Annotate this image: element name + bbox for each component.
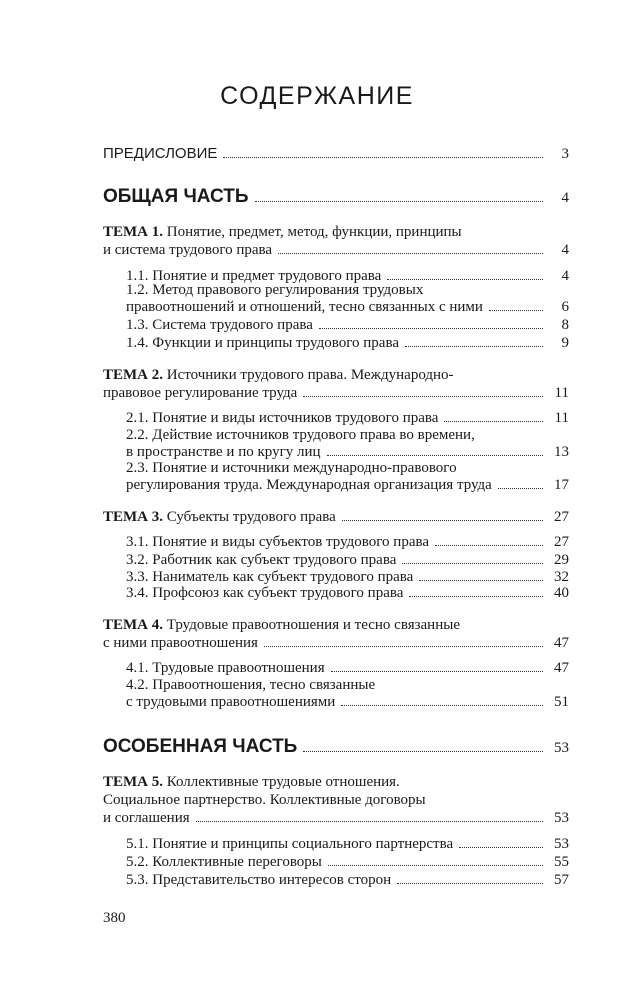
toc-section-special[interactable] — [103, 737, 569, 758]
tema-title-text: Субъекты трудового права — [166, 509, 336, 525]
item-page: 47 — [554, 660, 569, 676]
tema-label: ТЕМА 1. — [103, 224, 163, 240]
leader-dots — [498, 488, 543, 489]
item-label: 3.4. Профсоюз как субъект трудового права — [126, 585, 404, 601]
section-label: ОБЩАЯ ЧАСТЬ — [103, 186, 249, 207]
toc-item-1-2-line[interactable]: 1.2. Метод правового регулирования трудовых — [126, 282, 424, 298]
toc-item-2-2-line[interactable]: 2.2. Действие источников трудового права во времени, — [126, 427, 475, 443]
leader-dots — [319, 328, 543, 329]
section-page: 53 — [554, 740, 569, 756]
item-page: 40 — [554, 585, 569, 601]
toc-entry-preface[interactable] — [103, 144, 569, 164]
leader-dots — [278, 253, 543, 254]
item-page: 9 — [561, 335, 569, 351]
section-label: ОСОБЕННАЯ ЧАСТЬ — [103, 736, 298, 757]
entry-page: 3 — [561, 146, 569, 162]
toc-item-1-4[interactable] — [126, 334, 569, 353]
leader-dots — [328, 865, 543, 866]
item-label: в пространстве и по кругу лиц — [126, 444, 321, 460]
tema-title-line: и соглашения — [103, 810, 190, 826]
leader-dots — [405, 346, 543, 347]
item-page: 11 — [554, 410, 569, 426]
item-page: 4 — [561, 268, 569, 284]
item-label: правоотношений и отношений, тесно связанных с ними — [126, 299, 483, 315]
toc-item-1-3[interactable] — [126, 316, 569, 335]
toc-section-general[interactable] — [103, 187, 569, 208]
tema-label: ТЕМА 3. — [103, 509, 163, 525]
item-page: 13 — [554, 444, 569, 460]
toc-tema-4[interactable] — [103, 634, 569, 653]
entry-page: 47 — [554, 635, 569, 651]
leader-dots — [342, 520, 543, 521]
leader-dots — [255, 201, 543, 202]
leader-dots — [196, 821, 543, 822]
leader-dots — [387, 279, 543, 280]
leader-dots — [303, 751, 543, 752]
item-page: 29 — [554, 552, 569, 568]
item-label: 1.4. Функции и принципы трудового права — [126, 335, 399, 351]
leader-dots — [409, 596, 543, 597]
toc-tema-2-title[interactable] — [103, 366, 454, 385]
toc-tema-1[interactable] — [103, 241, 569, 260]
tema-title-line — [103, 508, 336, 527]
entry-page: 4 — [561, 242, 569, 258]
item-label: 5.1. Понятие и принципы социального партнерства — [126, 836, 454, 852]
page-number: 380 — [103, 910, 126, 926]
toc-item-2-3[interactable] — [126, 476, 569, 495]
item-page: 51 — [554, 694, 569, 710]
toc-item-3-1[interactable] — [126, 533, 569, 552]
tema-title-line: и система трудового права — [103, 242, 273, 258]
toc-tema-3[interactable] — [103, 508, 569, 527]
leader-dots — [459, 847, 543, 848]
toc-item-5-2[interactable] — [126, 853, 569, 872]
leader-dots — [419, 580, 543, 581]
toc-item-1-2[interactable] — [126, 298, 569, 317]
item-page: 53 — [554, 836, 569, 852]
item-page: 6 — [561, 299, 569, 315]
leader-dots — [489, 310, 543, 311]
leader-dots — [402, 563, 543, 564]
section-page: 4 — [561, 190, 569, 206]
page-title: СОДЕРЖАНИЕ — [220, 82, 414, 110]
leader-dots — [341, 705, 543, 706]
toc-tema-5-title[interactable] — [103, 773, 400, 792]
leader-dots — [264, 646, 543, 647]
tema-label: ТЕМА 2. — [103, 367, 163, 383]
leader-dots — [223, 157, 543, 158]
item-label: регулирования труда. Международная организация труда — [126, 477, 492, 493]
entry-page: 27 — [554, 509, 569, 525]
tema-title-line: с ними правоотношения — [103, 635, 258, 651]
leader-dots — [435, 545, 543, 546]
toc-tema-4-title[interactable] — [103, 616, 460, 635]
item-label: 1.1. Понятие и предмет трудового права — [126, 268, 382, 284]
tema-label: ТЕМА 4. — [103, 617, 163, 633]
item-label: с трудовыми правоотношениями — [126, 694, 336, 710]
item-page: 8 — [561, 317, 569, 333]
toc-item-5-1[interactable] — [126, 835, 569, 854]
leader-dots — [331, 671, 543, 672]
toc-item-4-2[interactable] — [126, 693, 569, 712]
tema-title-line: Трудовые правоотношения и тесно связанные — [166, 617, 460, 633]
item-page: 55 — [554, 854, 569, 870]
toc-item-2-3-line[interactable]: 2.3. Понятие и источники международно-правового — [126, 460, 457, 476]
item-label: 2.1. Понятие и виды источников трудового права — [126, 410, 439, 426]
item-page: 57 — [554, 872, 569, 888]
tema-title-line: правовое регулирование труда — [103, 385, 298, 401]
item-label: 5.2. Коллективные переговоры — [126, 854, 322, 870]
item-page: 32 — [554, 569, 569, 585]
item-label: 1.3. Система трудового права — [126, 317, 313, 333]
entry-page: 11 — [554, 385, 569, 401]
tema-title-line: Источники трудового права. Международно- — [166, 367, 454, 383]
item-page: 27 — [554, 534, 569, 550]
tema-label: ТЕМА 5. — [103, 774, 163, 790]
toc-tema-5-title-line[interactable]: Социальное партнерство. Коллективные договоры — [103, 792, 426, 808]
item-label: 5.3. Представительство интересов сторон — [126, 872, 392, 888]
toc-tema-1-title[interactable] — [103, 223, 462, 242]
leader-dots — [303, 396, 543, 397]
leader-dots — [327, 455, 543, 456]
toc-item-4-2-line[interactable]: 4.2. Правоотношения, тесно связанные — [126, 677, 376, 693]
toc-tema-2[interactable] — [103, 384, 569, 403]
toc-tema-5[interactable] — [103, 809, 569, 828]
item-label: 3.3. Наниматель как субъект трудового права — [126, 569, 414, 585]
leader-dots — [444, 421, 543, 422]
entry-page: 53 — [554, 810, 569, 826]
item-label: 3.1. Понятие и виды субъектов трудового права — [126, 534, 430, 550]
item-label: 4.1. Трудовые правоотношения — [126, 660, 325, 676]
toc-item-5-3[interactable] — [126, 871, 569, 890]
item-page: 17 — [554, 477, 569, 493]
tema-title-line: Коллективные трудовые отношения. — [166, 774, 400, 790]
toc-item-3-4[interactable] — [126, 584, 569, 603]
item-label: 3.2. Работник как субъект трудового права — [126, 552, 397, 568]
entry-label: ПРЕДИСЛОВИЕ — [103, 145, 218, 162]
tema-title-line: Понятие, предмет, метод, функции, принципы — [166, 224, 462, 240]
leader-dots — [397, 883, 543, 884]
